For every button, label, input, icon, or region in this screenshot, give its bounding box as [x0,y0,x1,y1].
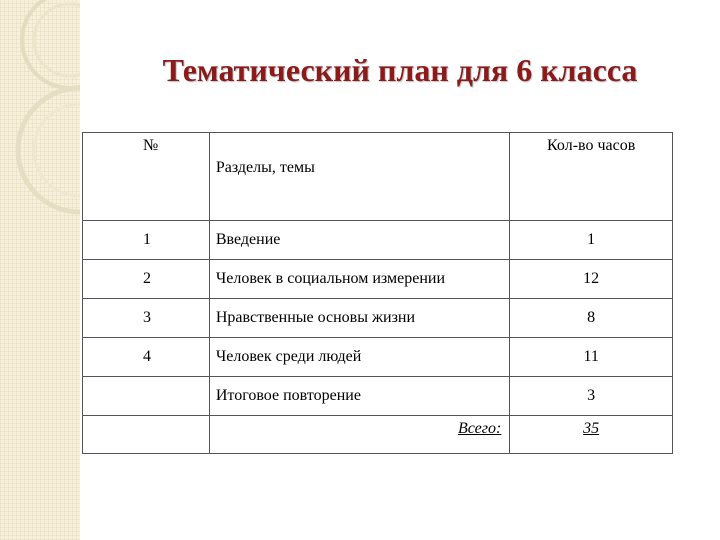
row-number [83,377,210,416]
row-hours: 12 [510,260,673,299]
decorative-side-strip [0,0,80,540]
row-number: 2 [83,260,210,299]
table-total-row [83,416,673,454]
row-topic: Человек в социальном измерении [209,260,509,299]
header-number: № [83,133,210,221]
header-hours: Кол-во часов [510,133,673,221]
row-hours: 8 [510,299,673,338]
table-row [83,221,673,260]
row-topic: Введение [209,221,509,260]
header-topics: Разделы, темы [209,133,509,221]
total-label: Всего: [209,416,509,454]
page-title: Тематический план для 6 класса [162,52,638,88]
total-value: 35 [510,416,673,454]
table-row [83,260,673,299]
table-row [83,299,673,338]
row-number: 3 [83,299,210,338]
row-topic: Нравственные основы жизни [209,299,509,338]
row-number: 1 [83,221,210,260]
row-hours: 11 [510,338,673,377]
row-topic: Человек среди людей [209,338,509,377]
table-header-row [83,133,673,221]
table-row [83,377,673,416]
row-hours: 1 [510,221,673,260]
table-row [83,338,673,377]
total-empty-cell [83,416,210,454]
thematic-plan-table [82,132,673,454]
row-number: 4 [83,338,210,377]
decorative-rings-icon [0,0,80,540]
row-topic: Итоговое повторение [209,377,509,416]
row-hours: 3 [510,377,673,416]
